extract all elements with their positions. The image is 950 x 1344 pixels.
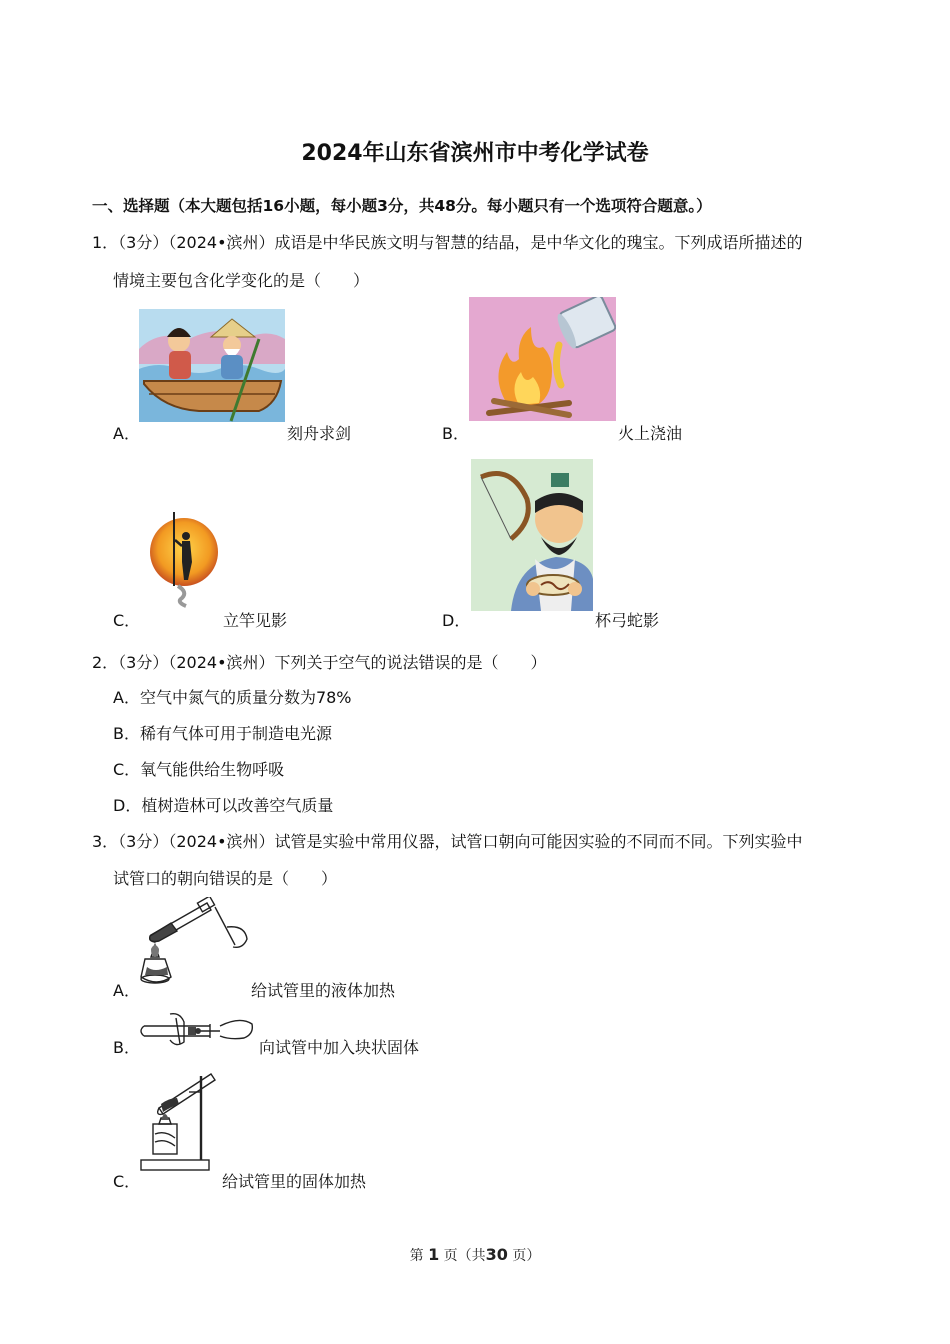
q3-option-a-caption: 给试管里的液体加热: [251, 981, 396, 1000]
adding-solid-illustration: [140, 1008, 258, 1050]
q3-option-c-letter: C．: [113, 1172, 141, 1191]
q3-option-a-letter: A．: [113, 981, 140, 1000]
q1-option-c-letter: C．: [113, 611, 141, 630]
footer-suffix: 页）: [512, 1248, 541, 1264]
q3-option-b-letter: B．: [113, 1038, 140, 1057]
q1-option-d-caption: 杯弓蛇影: [595, 611, 660, 630]
question-3-stem-line1: 3．（3分）（2024•滨州）试管是实验中常用仪器，试管口朝向可能因实验的不同而不同。下列实验中: [92, 832, 803, 851]
footer-prefix: 第: [409, 1248, 424, 1264]
q2-option-a: A．空气中氮气的质量分数为78%: [113, 688, 352, 707]
footer-middle: 页（共: [443, 1248, 486, 1264]
footer-total-pages: 30: [485, 1245, 508, 1264]
footer-page-number: 1: [428, 1245, 440, 1264]
question-1-stem-line1: 1．（3分）（2024•滨州）成语是中华民族文明与智慧的结晶，是中华文化的瑰宝。下列成语所描述的: [92, 233, 803, 252]
bow-cup-illustration: [471, 459, 593, 611]
q1-option-c-caption: 立竿见影: [223, 611, 288, 630]
q3-option-b-caption: 向试管中加入块状固体: [259, 1038, 420, 1057]
page-title: 2024年山东省滨州市中考化学试卷: [301, 141, 649, 166]
heating-liquid-illustration: [137, 897, 249, 993]
question-1-stem-line2: 情境主要包含化学变化的是（ ）: [113, 271, 370, 290]
fire-oil-illustration: [469, 297, 616, 421]
q2-option-d: D．植树造林可以改善空气质量: [113, 796, 334, 815]
q2-option-b: B．稀有气体可用于制造电光源: [113, 724, 332, 743]
q1-option-a-letter: A．: [113, 424, 140, 443]
boat-illustration: [139, 309, 285, 422]
question-3-stem-line2: 试管口的朝向错误的是（ ）: [113, 869, 338, 888]
q2-option-c: C．氧气能供给生物呼吸: [113, 760, 285, 779]
page-footer: [0, 1245, 950, 1265]
q1-option-a-caption: 刻舟求剑: [287, 424, 352, 443]
q1-option-b-letter: B．: [442, 424, 469, 443]
q1-option-b-caption: 火上浇油: [618, 424, 683, 443]
q1-option-d-letter: D．: [442, 611, 471, 630]
heating-solid-illustration: [139, 1068, 221, 1176]
pole-shadow-illustration: [148, 510, 222, 610]
section-heading: 一、选择题（本大题包括16小题，每小题3分，共48分。每小题只有一个选项符合题意。）: [92, 197, 712, 215]
q3-option-c-caption: 给试管里的固体加热: [222, 1172, 367, 1191]
question-2-stem: 2．（3分）（2024•滨州）下列关于空气的说法错误的是（ ）: [92, 653, 547, 672]
